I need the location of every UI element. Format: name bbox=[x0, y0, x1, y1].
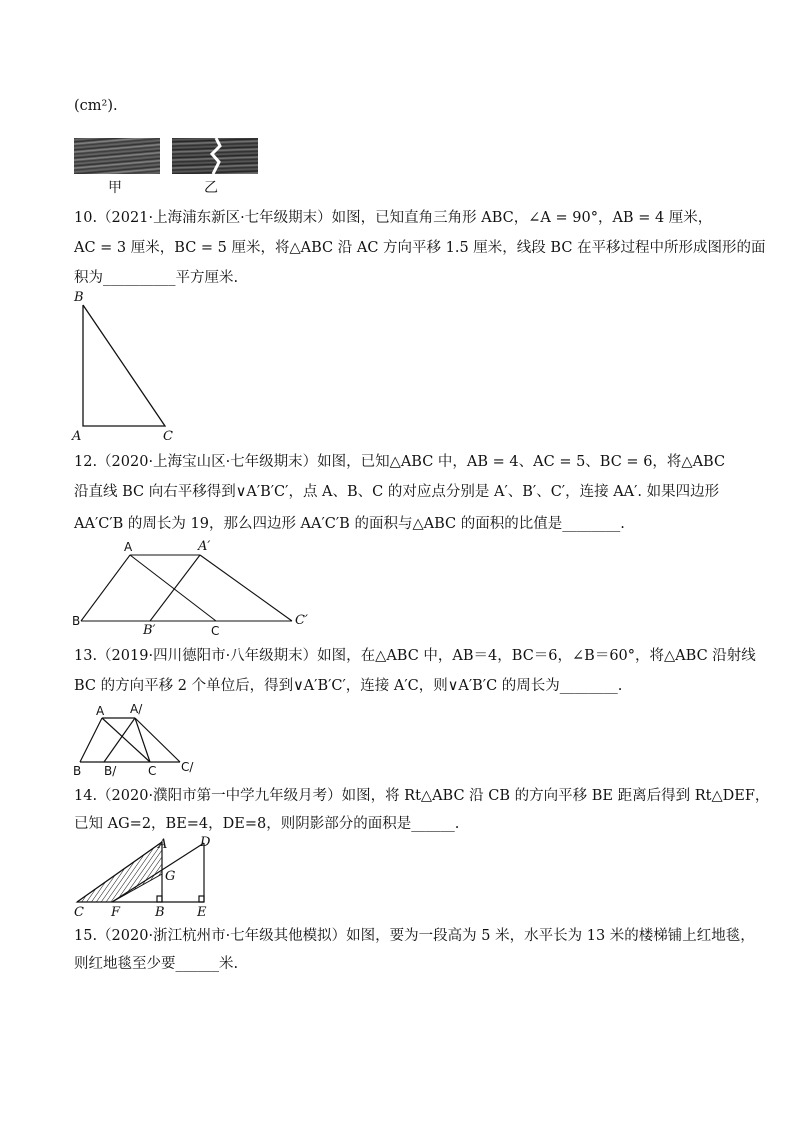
q14-label-g: G bbox=[165, 869, 176, 884]
q14-label-f: F bbox=[111, 905, 121, 920]
q10-label-a: A bbox=[72, 429, 82, 444]
q14-label-b: B bbox=[155, 905, 165, 920]
q14-label-d: D bbox=[200, 835, 211, 850]
q13-line-2: BC 的方向平移 2 个单位后，得到∨A′B′C′，连接 A′C，则∨A′B′C 的周长为________. bbox=[74, 678, 623, 694]
q10-label-c: C bbox=[163, 429, 173, 444]
q14-label-e: E bbox=[197, 905, 207, 920]
q12-label-c: C bbox=[211, 624, 220, 638]
q12-label-b: B bbox=[72, 614, 81, 628]
q14-line-1: 14.（2020·濮阳市第一中学九年级月考）如图，将 Rt△ABC 沿 CB 的方向平移 BE 距离后得到 Rt△DEF， bbox=[74, 788, 770, 804]
q12-label-b-prime: B′ bbox=[143, 623, 156, 638]
q12-label-c-prime: C′ bbox=[295, 613, 308, 628]
q14-label-a: A bbox=[158, 837, 168, 852]
q12-label-a-prime: A′ bbox=[198, 539, 211, 554]
q10-line-2: AC = 3 厘米，BC = 5 厘米，将△ABC 沿 AC 方向平移 1.5 厘米，线段 BC 在平移过程中所形成图形的面 bbox=[74, 240, 766, 256]
q15-line-1: 15.（2020·浙江杭州市·七年级其他模拟）如图，要为一段高为 5 米，水平长为 13 米的楼梯铺上红地毯， bbox=[74, 928, 755, 944]
wood-label-jia: 甲 bbox=[108, 180, 122, 196]
q10-line-3: 积为__________平方厘米. bbox=[74, 270, 239, 286]
q10-line-1: 10.（2021·上海浦东新区·七年级期末）如图，已知直角三角形 ABC，∠A = 90°，AB = 4 厘米， bbox=[74, 210, 713, 226]
q14-line-2: 已知 AG=2，BE=4，DE=8，则阴影部分的面积是______. bbox=[74, 816, 460, 832]
q12-line-2: 沿直线 BC 向右平移得到∨A′B′C′，点 A、B、C 的对应点分别是 A′、B′、C′，连接 AA′. 如果四边形 bbox=[74, 484, 720, 500]
q15-line-2: 则红地毯至少要______米. bbox=[74, 956, 239, 972]
q13-label-a: A bbox=[96, 704, 105, 718]
q13-label-b: B bbox=[73, 764, 82, 778]
q13-label-c: C bbox=[148, 764, 157, 778]
q12-line-3: AA′C′B 的周长为 19，那么四边形 AA′C′B 的面积与△ABC 的面积的比值是________. bbox=[74, 516, 625, 532]
q14-label-c: C bbox=[74, 905, 84, 920]
q13-label-c-prime: C/ bbox=[181, 760, 194, 774]
unit-text: (cm²). bbox=[74, 98, 118, 114]
wood-label-yi: 乙 bbox=[204, 180, 218, 196]
q12-label-a: A bbox=[124, 540, 133, 554]
q13-line-1: 13.（2019·四川德阳市·八年级期末）如图，在△ABC 中，AB＝4，BC＝6，∠B＝60°，将△ABC 沿射线 bbox=[74, 648, 756, 664]
q13-label-b-prime: B/ bbox=[104, 764, 117, 778]
q13-label-a-prime: A/ bbox=[130, 702, 143, 716]
q10-label-b: B bbox=[74, 290, 84, 305]
q12-line-1: 12.（2020·上海宝山区·七年级期末）如图，已知△ABC 中，AB = 4、AC = 5、BC = 6，将△ABC bbox=[74, 454, 726, 470]
